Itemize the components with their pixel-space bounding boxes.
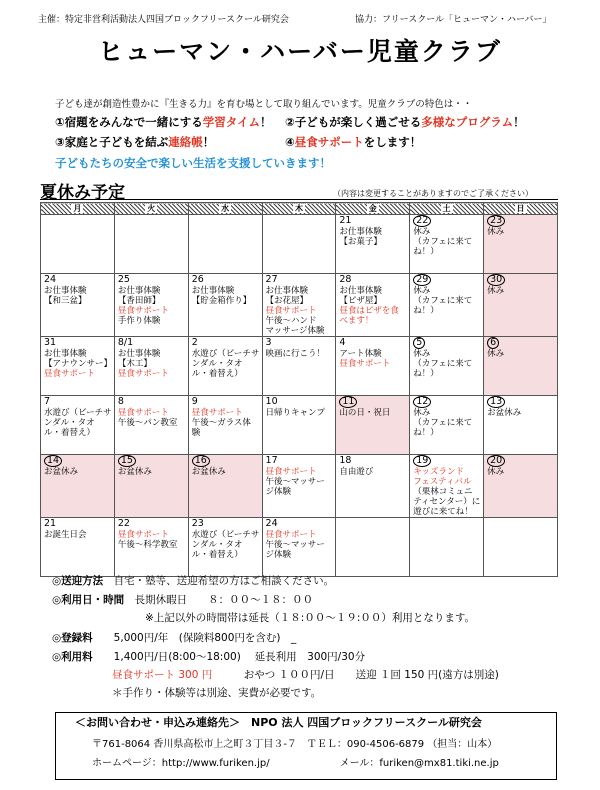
hours-row: ◎利用日・時間 長期休暇日 ８：００～１８：００	[52, 594, 314, 606]
calendar-day	[188, 396, 262, 455]
day-event-line: お盆休み	[191, 467, 226, 477]
calendar-day	[484, 396, 558, 455]
day-event-line: 山の日・祝日	[339, 408, 391, 418]
calendar-day	[262, 455, 336, 518]
calendar-day	[41, 215, 115, 274]
calendar-day	[262, 518, 336, 577]
calendar-week	[41, 337, 558, 396]
day-event-line: ンダル・タオ	[191, 540, 243, 550]
calendar-day	[262, 274, 336, 337]
day-event-line: お仕事体験	[339, 286, 382, 296]
calendar-day	[262, 215, 336, 274]
day-event-line: 休み	[487, 227, 505, 237]
day-number: 22	[117, 518, 130, 529]
day-number: 28	[339, 274, 352, 285]
day-number: 25	[117, 274, 130, 285]
day-number: 9	[191, 396, 198, 407]
day-number: 24	[44, 274, 57, 285]
day-event-line: お仕事体験	[339, 227, 382, 237]
calendar-day	[188, 518, 262, 577]
day-number: 4	[339, 337, 346, 348]
calendar-day	[336, 396, 410, 455]
day-event-line: 午後～マッサー	[265, 477, 325, 487]
calendar-day	[41, 337, 115, 396]
weekday-header: 土	[410, 203, 484, 215]
day-number: 15	[118, 455, 136, 467]
contact-address: 〒761-8064 香川県高松市上之町３丁目３-７ ＴＥＬ：090-4506-6879 （担当：山本）	[92, 739, 498, 750]
day-event-line: （栗林コミュニ	[413, 487, 473, 497]
day-event-line: 昼食サポート	[339, 359, 391, 369]
calendar-title: 夏休み予定	[40, 183, 125, 203]
day-number: 21	[339, 215, 352, 226]
feature-4: ④昼食サポートをします！	[285, 135, 422, 149]
day-number: 8	[117, 396, 124, 407]
calendar-day	[114, 215, 188, 274]
day-event-line: お仕事体験	[265, 286, 309, 296]
day-event-line: キッズランド	[413, 467, 465, 477]
calendar-day	[41, 455, 115, 518]
calendar-day	[188, 455, 262, 518]
transport-row: ◎送迎方法 自宅・塾等、送迎希望の方はご相談ください。	[52, 575, 335, 587]
day-event-line: 昼食サポート	[191, 408, 243, 418]
day-number: 27	[265, 274, 278, 285]
feature-1: ①宿題をみんなで一緒にする学習タイム！	[55, 115, 272, 129]
extra-note: ＊手作り・体験等は別途、実費が必要です。	[112, 687, 322, 699]
day-number: 5	[413, 337, 425, 349]
day-event-line: べます！	[339, 316, 374, 326]
calendar-day	[262, 337, 336, 396]
day-event-line: 【貯金箱作り】	[191, 296, 252, 306]
calendar-week	[41, 215, 558, 274]
calendar-day	[410, 518, 484, 577]
day-number: 30	[487, 274, 505, 286]
day-event-line: ル・着替え）	[44, 428, 96, 438]
calendar-day	[188, 337, 262, 396]
day-number: 11	[339, 396, 357, 408]
contact-web: ホームページ：http://www.furiken.jp/ メール：furiken@mx81.tiki.ne.jp	[92, 758, 499, 769]
day-event-line: ね！）	[413, 369, 439, 379]
calendar-week	[41, 396, 558, 455]
summer-calendar	[40, 202, 558, 577]
weekday-header: 日	[484, 203, 558, 215]
day-event-line: 休み	[413, 408, 431, 418]
day-event-line: 昼食サポート	[44, 369, 96, 379]
calendar-day	[188, 215, 262, 274]
day-event-line: ル・着替え）	[191, 550, 243, 560]
day-event-line: マッサージ体験	[265, 326, 325, 336]
day-event-line: お盆休み	[44, 467, 79, 477]
day-event-line: 水遊び（ビーチサ	[191, 530, 260, 540]
day-number: 26	[191, 274, 204, 285]
day-event-line: ンダル・タオ	[191, 359, 243, 369]
calendar-day	[410, 274, 484, 337]
day-event-line: 【ピザ屋】	[339, 296, 382, 306]
calendar-day	[114, 337, 188, 396]
calendar-day	[484, 215, 558, 274]
feature-2: ②子どもが楽しく過ごせる多様なプログラム！	[285, 115, 525, 129]
calendar-day	[484, 518, 558, 577]
day-number: 17	[265, 455, 278, 466]
day-event-line: 昼食サポート	[117, 369, 169, 379]
fee-detail-row: 昼食サポート 300 円 おやつ １００円/日 送迎 １回 150 円(遠方は別途)	[112, 669, 499, 681]
day-event-line: フェスティバル	[413, 477, 472, 487]
day-event-line: 【アナウンサー】	[44, 359, 113, 369]
day-event-line: 【木工】	[117, 359, 152, 369]
calendar-week	[41, 274, 558, 337]
calendar-day	[410, 455, 484, 518]
day-event-line: お盆休み	[487, 408, 522, 418]
day-number: 2	[191, 337, 198, 348]
day-number: 16	[192, 455, 210, 467]
cooperation-text: 協力：フリースクール「ヒューマン・ハーバー」	[355, 15, 552, 25]
day-event-line: 【香田師】	[117, 296, 161, 306]
calendar-day	[114, 274, 188, 337]
day-number: 8/1	[117, 337, 134, 348]
day-event-line: ね！）	[413, 428, 439, 438]
day-event-line: ね！）	[413, 247, 439, 257]
calendar-day	[484, 274, 558, 337]
calendar-day	[41, 518, 115, 577]
day-number: 19	[413, 455, 431, 467]
calendar-day	[410, 396, 484, 455]
calendar-day	[114, 396, 188, 455]
day-event-line: （カフェに来て	[413, 359, 473, 369]
day-event-line: 昼食サポート	[117, 306, 169, 316]
day-event-line: ジ体験	[265, 487, 292, 497]
weekday-header: 火	[114, 203, 188, 215]
day-number: 21	[44, 518, 57, 529]
day-event-line: お仕事体験	[117, 349, 161, 359]
day-event-line: （カフェに来て	[413, 296, 473, 306]
day-event-line: 昼食サポート	[265, 306, 317, 316]
day-event-line: 休み	[487, 467, 505, 477]
day-event-line: 昼食サポート	[265, 467, 317, 477]
day-event-line: 休み	[413, 227, 431, 237]
organizer-text: 主催：特定非営利活動法人四国ブロックフリースクール研究会	[38, 15, 289, 25]
calendar-day	[336, 274, 410, 337]
day-event-line: 休み	[487, 286, 505, 296]
weekday-header: 木	[262, 203, 336, 215]
calendar-day	[410, 337, 484, 396]
day-event-line: 午後～パン教室	[117, 418, 178, 428]
day-event-line: ティセンター）に	[413, 497, 481, 507]
day-event-line: （カフェに来て	[413, 418, 473, 428]
day-number: 10	[265, 396, 278, 407]
calendar-week	[41, 518, 558, 577]
day-event-line: アート体験	[339, 349, 382, 359]
calendar-day	[114, 518, 188, 577]
day-event-line: ジ体験	[265, 550, 292, 560]
calendar-day	[188, 274, 262, 337]
calendar-day	[336, 215, 410, 274]
day-event-line: お誕生日会	[44, 530, 87, 540]
calendar-day	[336, 518, 410, 577]
day-number: 12	[413, 396, 431, 408]
page-title: ヒューマン・ハーバー児童クラブ	[98, 37, 502, 66]
day-number: 22	[413, 215, 431, 227]
day-number: 6	[487, 337, 499, 349]
day-event-line: 【お花屋】	[265, 296, 309, 306]
day-event-line: 水遊び（ビーチサ	[191, 349, 260, 359]
day-event-line: 自由遊び	[339, 467, 374, 477]
weekday-header: 金	[336, 203, 410, 215]
day-number: 24	[265, 518, 278, 529]
day-number: 13	[487, 396, 505, 408]
calendar-day	[41, 274, 115, 337]
day-number: 23	[487, 215, 505, 227]
calendar-day	[336, 455, 410, 518]
feature-3: ③家庭と子どもを結ぶ連絡帳！	[55, 135, 215, 149]
support-message: 子どもたちの安全で楽しい生活を支援していきます！	[55, 156, 331, 170]
hours-note: ※上記以外の時間帯は延長（１８:００～１９:００）利用となります。	[145, 612, 476, 624]
day-number: 18	[339, 455, 352, 466]
calendar-day	[114, 455, 188, 518]
day-event-line: 昼食はピザを食	[339, 306, 399, 316]
day-event-line: 午後～ハンド	[265, 316, 317, 326]
day-event-line: ンダル・タオ	[44, 418, 95, 428]
calendar-note: （内容は変更することがありますのでご了承ください）	[333, 189, 533, 198]
day-number: 29	[413, 274, 431, 286]
day-event-line: 【お菓子】	[339, 237, 382, 247]
day-event-line: 昼食サポート	[117, 408, 169, 418]
day-event-line: お仕事体験	[44, 286, 87, 296]
day-number: 14	[44, 455, 62, 467]
registration-row: ◎登録料 5,000円/年 (保険料800円を含む) _	[52, 632, 297, 644]
day-event-line: 昼食サポート	[117, 530, 169, 540]
day-event-line: お仕事体験	[191, 286, 235, 296]
day-event-line: 午後～ガラス体	[191, 418, 251, 428]
day-event-line: お仕事体験	[117, 286, 161, 296]
weekday-header: 月	[41, 203, 115, 215]
calendar-week	[41, 455, 558, 518]
day-event-line: 遊びに来てね！	[413, 507, 473, 517]
day-event-line: （カフェに来て	[413, 237, 473, 247]
contact-heading: ＜お問い合わせ・申込み連絡先＞ NPO 法人 四国ブロックフリースクール研究会	[75, 716, 482, 729]
day-number: 3	[265, 337, 272, 348]
fee-row: ◎利用料 1,400円/日(8:00～18:00) 延長利用 300円/30分	[52, 651, 366, 663]
day-event-line: 験	[191, 428, 201, 438]
day-event-line: 手作り体験	[117, 316, 161, 326]
day-event-line: 午後～マッサー	[265, 540, 325, 550]
day-number: 23	[191, 518, 204, 529]
calendar-day	[336, 337, 410, 396]
calendar-day	[262, 396, 336, 455]
calendar-day	[41, 396, 115, 455]
intro-text: 子ども達が創造性豊かに『生きる力』を育む場として取り組んでいます。児童クラブの特色は・・	[55, 99, 473, 110]
day-event-line: 水遊び（ビーチサ	[44, 408, 112, 418]
day-event-line: 昼食サポート	[265, 530, 317, 540]
day-event-line: 日帰りキャンプ	[265, 408, 326, 418]
calendar-day	[484, 337, 558, 396]
day-number: 20	[487, 455, 505, 467]
day-event-line: 休み	[487, 349, 505, 359]
calendar-day	[410, 215, 484, 274]
day-event-line: 休み	[413, 286, 431, 296]
day-number: 31	[44, 337, 57, 348]
day-number: 7	[44, 396, 51, 407]
day-event-line: お盆休み	[117, 467, 152, 477]
day-event-line: 【和三盆】	[44, 296, 87, 306]
day-event-line: 映画に行こう！	[265, 349, 326, 359]
day-event-line: 午後～科学教室	[117, 540, 178, 550]
divider	[40, 199, 558, 200]
day-event-line: ね！）	[413, 306, 439, 316]
calendar-day	[484, 455, 558, 518]
day-event-line: ル・着替え）	[191, 369, 243, 379]
day-event-line: お仕事体験	[44, 349, 87, 359]
weekday-header: 水	[188, 203, 262, 215]
day-event-line: 休み	[413, 349, 431, 359]
